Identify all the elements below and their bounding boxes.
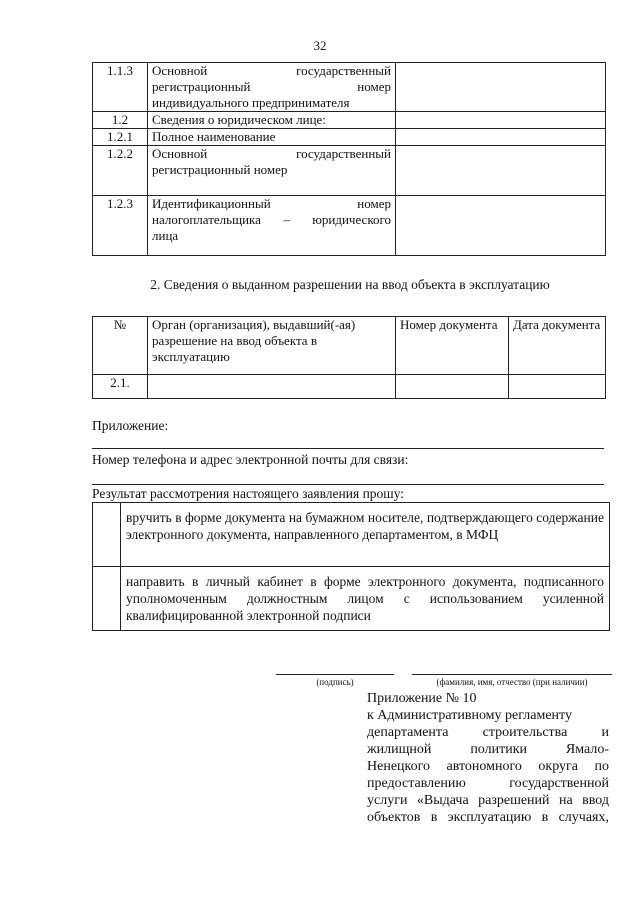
row-label: Основной государственный регистрационный номер индивидуального предпринимателя [148, 63, 396, 112]
row-value-cell[interactable] [396, 196, 606, 256]
attachment-line[interactable] [92, 448, 604, 449]
row-label: Полное наименование [148, 129, 396, 146]
full-name-caption: (фамилия, имя, отчество (при наличии) [436, 677, 588, 687]
row-number: 1.2.3 [93, 196, 148, 256]
table-row [93, 196, 606, 256]
table-row [93, 63, 606, 112]
table-row [93, 129, 606, 146]
option-cabinet-text: направить в личный кабинет в форме электронного документа, подписанного уполномоченным должностным лицом с использованием усиленной квалифицированной электронной подписи [121, 567, 610, 631]
row-label: Идентификационный номер налогоплательщика – юридического лица [148, 196, 396, 256]
authority-cell[interactable] [148, 375, 396, 399]
option-row [93, 503, 610, 567]
option-paper-text: вручить в форме документа на бумажном носителе, подтверждающего содержание электронного документа, направленного департаментом, в МФЦ [121, 503, 610, 567]
row-number: 1.1.3 [93, 63, 148, 112]
table-row [93, 375, 606, 399]
signature-caption: (подпись) [316, 677, 354, 687]
row-number: 1.2 [93, 112, 148, 129]
row-number: 2.1. [93, 375, 148, 399]
header-number: № [93, 317, 148, 375]
row-value-cell[interactable] [396, 63, 606, 112]
section-2-title: 2. Сведения о выданном разрешении на ввод объекта в эксплуатацию [150, 277, 550, 292]
doc-date-cell[interactable] [509, 375, 606, 399]
result-options-table [92, 502, 610, 631]
signature-line[interactable] [276, 674, 394, 675]
attachment-label: Приложение: [92, 418, 169, 433]
full-name-line[interactable] [412, 674, 612, 675]
row-value-cell[interactable] [396, 112, 606, 129]
header-authority: Орган (организация), выдавший(-ая) разрешение на ввод объекта в эксплуатацию [148, 317, 396, 375]
table-row [93, 146, 606, 196]
table-header-row [93, 317, 606, 375]
row-number: 1.2.1 [93, 129, 148, 146]
option-checkbox-cell[interactable] [93, 567, 121, 631]
result-label: Результат рассмотрения настоящего заявления прошу: [92, 486, 405, 501]
row-value-cell[interactable] [396, 146, 606, 196]
row-number: 1.2.2 [93, 146, 148, 196]
row-value-cell[interactable] [396, 129, 606, 146]
page-number: 32 [313, 38, 327, 53]
header-doc-number: Номер документа [396, 317, 509, 375]
row-label: Сведения о юридическом лице: [148, 112, 396, 129]
option-row [93, 567, 610, 631]
applicant-info-table [92, 62, 606, 256]
header-doc-date: Дата документа [509, 317, 606, 375]
option-checkbox-cell[interactable] [93, 503, 121, 567]
row-label: Основной государственный регистрационный номер [148, 146, 396, 196]
table-row [93, 112, 606, 129]
contact-line[interactable] [92, 484, 604, 485]
contact-label: Номер телефона и адрес электронной почты для связи: [92, 452, 409, 467]
appendix-heading: Приложение № 10 к Административному регламенту департамента строительства и жилищной политики Ямало- Ненецкого автономного округа по предоставлению государственной услуги «Выдача разрешений на ввод объектов в эксплуатацию в случаях, [367, 691, 609, 825]
permit-info-table [92, 316, 606, 399]
doc-number-cell[interactable] [396, 375, 509, 399]
